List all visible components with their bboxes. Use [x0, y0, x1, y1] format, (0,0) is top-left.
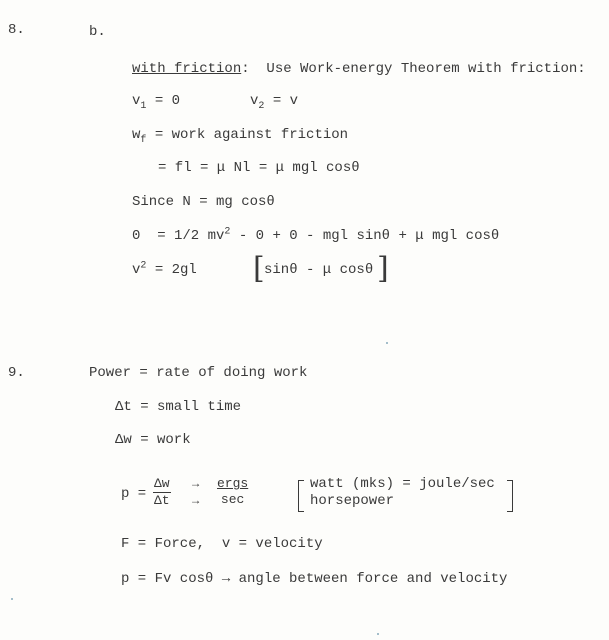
v1-sub: 1: [140, 100, 147, 112]
arrow-icon: →: [192, 477, 200, 491]
v1-var: v: [132, 93, 141, 109]
v2-var: v: [250, 93, 259, 109]
v2-eq: = v: [264, 93, 299, 109]
wf-sub: f: [140, 134, 147, 146]
power-definition: Power = rate of doing work: [89, 365, 308, 381]
power-fraction: [153, 476, 171, 509]
v2-equation: [250, 92, 298, 110]
energy-a: 0 = 1/2 mv: [132, 228, 225, 244]
energy-b: - 0 + 0 - mgl sinθ + μ mgl cosθ: [230, 228, 500, 244]
energy-equation: [132, 227, 499, 245]
units-fraction: [216, 476, 249, 508]
v1-equation: [132, 92, 180, 110]
scan-speck: [377, 633, 379, 635]
delta-t-definition: Δt = small time: [115, 399, 242, 415]
v2-sub: 2: [258, 100, 265, 112]
unit-left-bracket: [298, 480, 304, 512]
v1-eq: = 0: [146, 93, 181, 109]
problem-number: 8.: [8, 22, 25, 38]
wf-var: w: [132, 127, 141, 143]
delta-w-definition: Δw = work: [115, 432, 191, 448]
unit-line-2: horsepower: [310, 493, 395, 509]
wf-eq: = work against friction: [146, 127, 349, 143]
left-bracket: [: [253, 251, 265, 286]
power-fv-equation: p = Fv cosθ → angle between force and velocity: [121, 571, 508, 587]
friction-work-equation: = fl = μ Nl = μ mgl cosθ: [158, 160, 360, 176]
units-numerator: ergs: [217, 476, 249, 491]
arrow-icon: →: [192, 494, 200, 508]
unit-right-bracket: [507, 480, 513, 512]
result-bracket-content: sinθ - μ cosθ: [264, 262, 374, 278]
units-denominator: sec: [220, 492, 245, 507]
unit-line-1: watt (mks) = joule/sec: [310, 476, 495, 492]
energy-sup: 2: [224, 226, 231, 238]
problem-number: 9.: [8, 365, 25, 381]
right-bracket: ]: [377, 251, 389, 286]
scan-speck: [386, 342, 388, 344]
result-equation: [132, 261, 205, 279]
fraction-denominator: Δt: [154, 493, 170, 508]
wf-equation: [132, 126, 348, 144]
scan-speck: [11, 598, 13, 600]
fraction-numerator: Δw: [154, 476, 170, 491]
p-label: p =: [121, 486, 147, 502]
heading: [132, 60, 586, 78]
heading-rest: : Use Work-energy Theorem with friction:: [241, 61, 586, 77]
part-label: b.: [89, 24, 106, 40]
force-velocity-definition: F = Force, v = velocity: [121, 536, 323, 552]
heading-underlined: with friction: [132, 61, 242, 77]
result-sup: 2: [140, 260, 147, 272]
normal-force-equation: Since N = mg cosθ: [132, 194, 275, 210]
result-b: = 2gl: [146, 262, 206, 278]
result-a: v: [132, 262, 141, 278]
